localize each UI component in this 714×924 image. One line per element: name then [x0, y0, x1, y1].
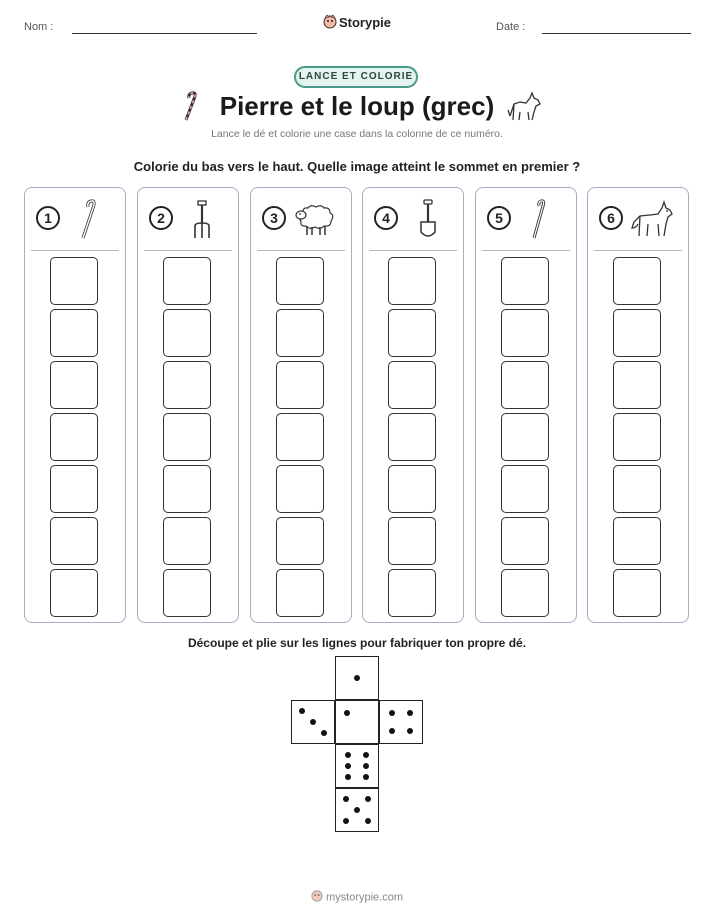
shovel-icon — [417, 198, 439, 245]
coloring-cell[interactable] — [388, 517, 436, 565]
coloring-cell[interactable] — [388, 361, 436, 409]
coloring-cell[interactable] — [276, 569, 324, 617]
coloring-cell[interactable] — [613, 413, 661, 461]
column-4 — [362, 187, 464, 623]
coloring-cell[interactable] — [613, 569, 661, 617]
coloring-cell[interactable] — [613, 361, 661, 409]
die-pip — [365, 818, 371, 824]
coloring-cell[interactable] — [388, 257, 436, 305]
coloring-cell[interactable] — [388, 309, 436, 357]
walking-cane-icon — [528, 198, 552, 245]
coloring-cell[interactable] — [50, 361, 98, 409]
die-pip — [299, 708, 305, 714]
die-face-6 — [335, 744, 379, 788]
pitchfork-icon — [190, 198, 214, 245]
coloring-cell[interactable] — [50, 309, 98, 357]
column-number: 6 — [599, 206, 623, 230]
coloring-cell[interactable] — [388, 465, 436, 513]
die-pip — [345, 763, 351, 769]
die-face-3 — [291, 700, 335, 744]
die-pip — [345, 752, 351, 758]
coloring-cell[interactable] — [613, 257, 661, 305]
coloring-cell[interactable] — [276, 361, 324, 409]
die-face-1-top — [335, 656, 379, 700]
die-face-1-center — [335, 700, 379, 744]
coloring-cell[interactable] — [50, 517, 98, 565]
coloring-cell[interactable] — [388, 569, 436, 617]
die-pip — [344, 710, 350, 716]
column-number: 3 — [262, 206, 286, 230]
brand-header — [0, 14, 714, 33]
wolf-icon — [630, 200, 674, 245]
coloring-cell[interactable] — [501, 517, 549, 565]
die-pip — [354, 675, 360, 681]
die-pip — [407, 710, 413, 716]
name-label: Nom : — [24, 21, 54, 33]
sheep-icon — [293, 202, 337, 243]
coloring-cell[interactable] — [163, 309, 211, 357]
coloring-cell[interactable] — [163, 569, 211, 617]
die-pip — [310, 719, 316, 725]
column-3 — [250, 187, 352, 623]
die-face-4 — [379, 700, 423, 744]
column-number: 2 — [149, 206, 173, 230]
activity-badge: LANCE ET COLORIE — [294, 66, 418, 88]
coloring-cell[interactable] — [388, 413, 436, 461]
coloring-cell[interactable] — [50, 413, 98, 461]
column-2 — [137, 187, 239, 623]
coloring-cell[interactable] — [613, 465, 661, 513]
date-line[interactable] — [542, 33, 691, 34]
storypie-logo-icon — [323, 14, 337, 33]
footer-url[interactable]: mystorypie.com — [325, 891, 404, 904]
coloring-cell[interactable] — [163, 361, 211, 409]
page-title: Pierre et le loup (grec) — [219, 91, 495, 121]
brand-name: Storypie — [338, 14, 391, 30]
die-pip — [354, 807, 360, 813]
coloring-cell[interactable] — [163, 257, 211, 305]
die-pip — [343, 818, 349, 824]
die-pip — [345, 774, 351, 780]
die-pip — [407, 728, 413, 734]
column-6 — [587, 187, 689, 623]
die-pip — [363, 763, 369, 769]
coloring-cell[interactable] — [163, 517, 211, 565]
coloring-instruction: Colorie du bas vers le haut. Quelle image atteint le sommet en premier ? — [133, 159, 581, 174]
column-number: 5 — [487, 206, 511, 230]
storypie-footer-logo-icon — [311, 889, 323, 906]
coloring-cell[interactable] — [276, 257, 324, 305]
wolf-title-icon — [506, 90, 542, 127]
coloring-cell[interactable] — [501, 361, 549, 409]
die-pip — [363, 752, 369, 758]
column-5 — [475, 187, 577, 623]
coloring-cell[interactable] — [501, 569, 549, 617]
coloring-cell[interactable] — [613, 309, 661, 357]
die-pip — [389, 710, 395, 716]
coloring-cell[interactable] — [501, 257, 549, 305]
coloring-cell[interactable] — [276, 309, 324, 357]
coloring-cell[interactable] — [276, 517, 324, 565]
column-number: 1 — [36, 206, 60, 230]
coloring-cell[interactable] — [276, 465, 324, 513]
coloring-cell[interactable] — [50, 465, 98, 513]
coloring-cell[interactable] — [163, 465, 211, 513]
coloring-cell[interactable] — [501, 465, 549, 513]
die-pip — [343, 796, 349, 802]
date-label: Date : — [496, 21, 526, 33]
die-face-5 — [335, 788, 379, 832]
coloring-cell[interactable] — [501, 309, 549, 357]
coloring-cell[interactable] — [613, 517, 661, 565]
footer — [0, 889, 714, 906]
shepherd-crook-icon — [77, 198, 103, 245]
die-instruction: Découpe et plie sur les lignes pour fabriquer ton propre dé. — [187, 636, 527, 650]
coloring-cell[interactable] — [50, 569, 98, 617]
page-subtitle: Lance le dé et colorie une case dans la colonne de ce numéro. — [211, 128, 503, 140]
die-pip — [363, 774, 369, 780]
coloring-cell[interactable] — [163, 413, 211, 461]
coloring-cell[interactable] — [501, 413, 549, 461]
die-pip — [321, 730, 327, 736]
die-pip — [389, 728, 395, 734]
name-line[interactable] — [72, 33, 257, 34]
column-1 — [24, 187, 126, 623]
coloring-cell[interactable] — [276, 413, 324, 461]
die-pip — [365, 796, 371, 802]
column-number: 4 — [374, 206, 398, 230]
coloring-cell[interactable] — [50, 257, 98, 305]
